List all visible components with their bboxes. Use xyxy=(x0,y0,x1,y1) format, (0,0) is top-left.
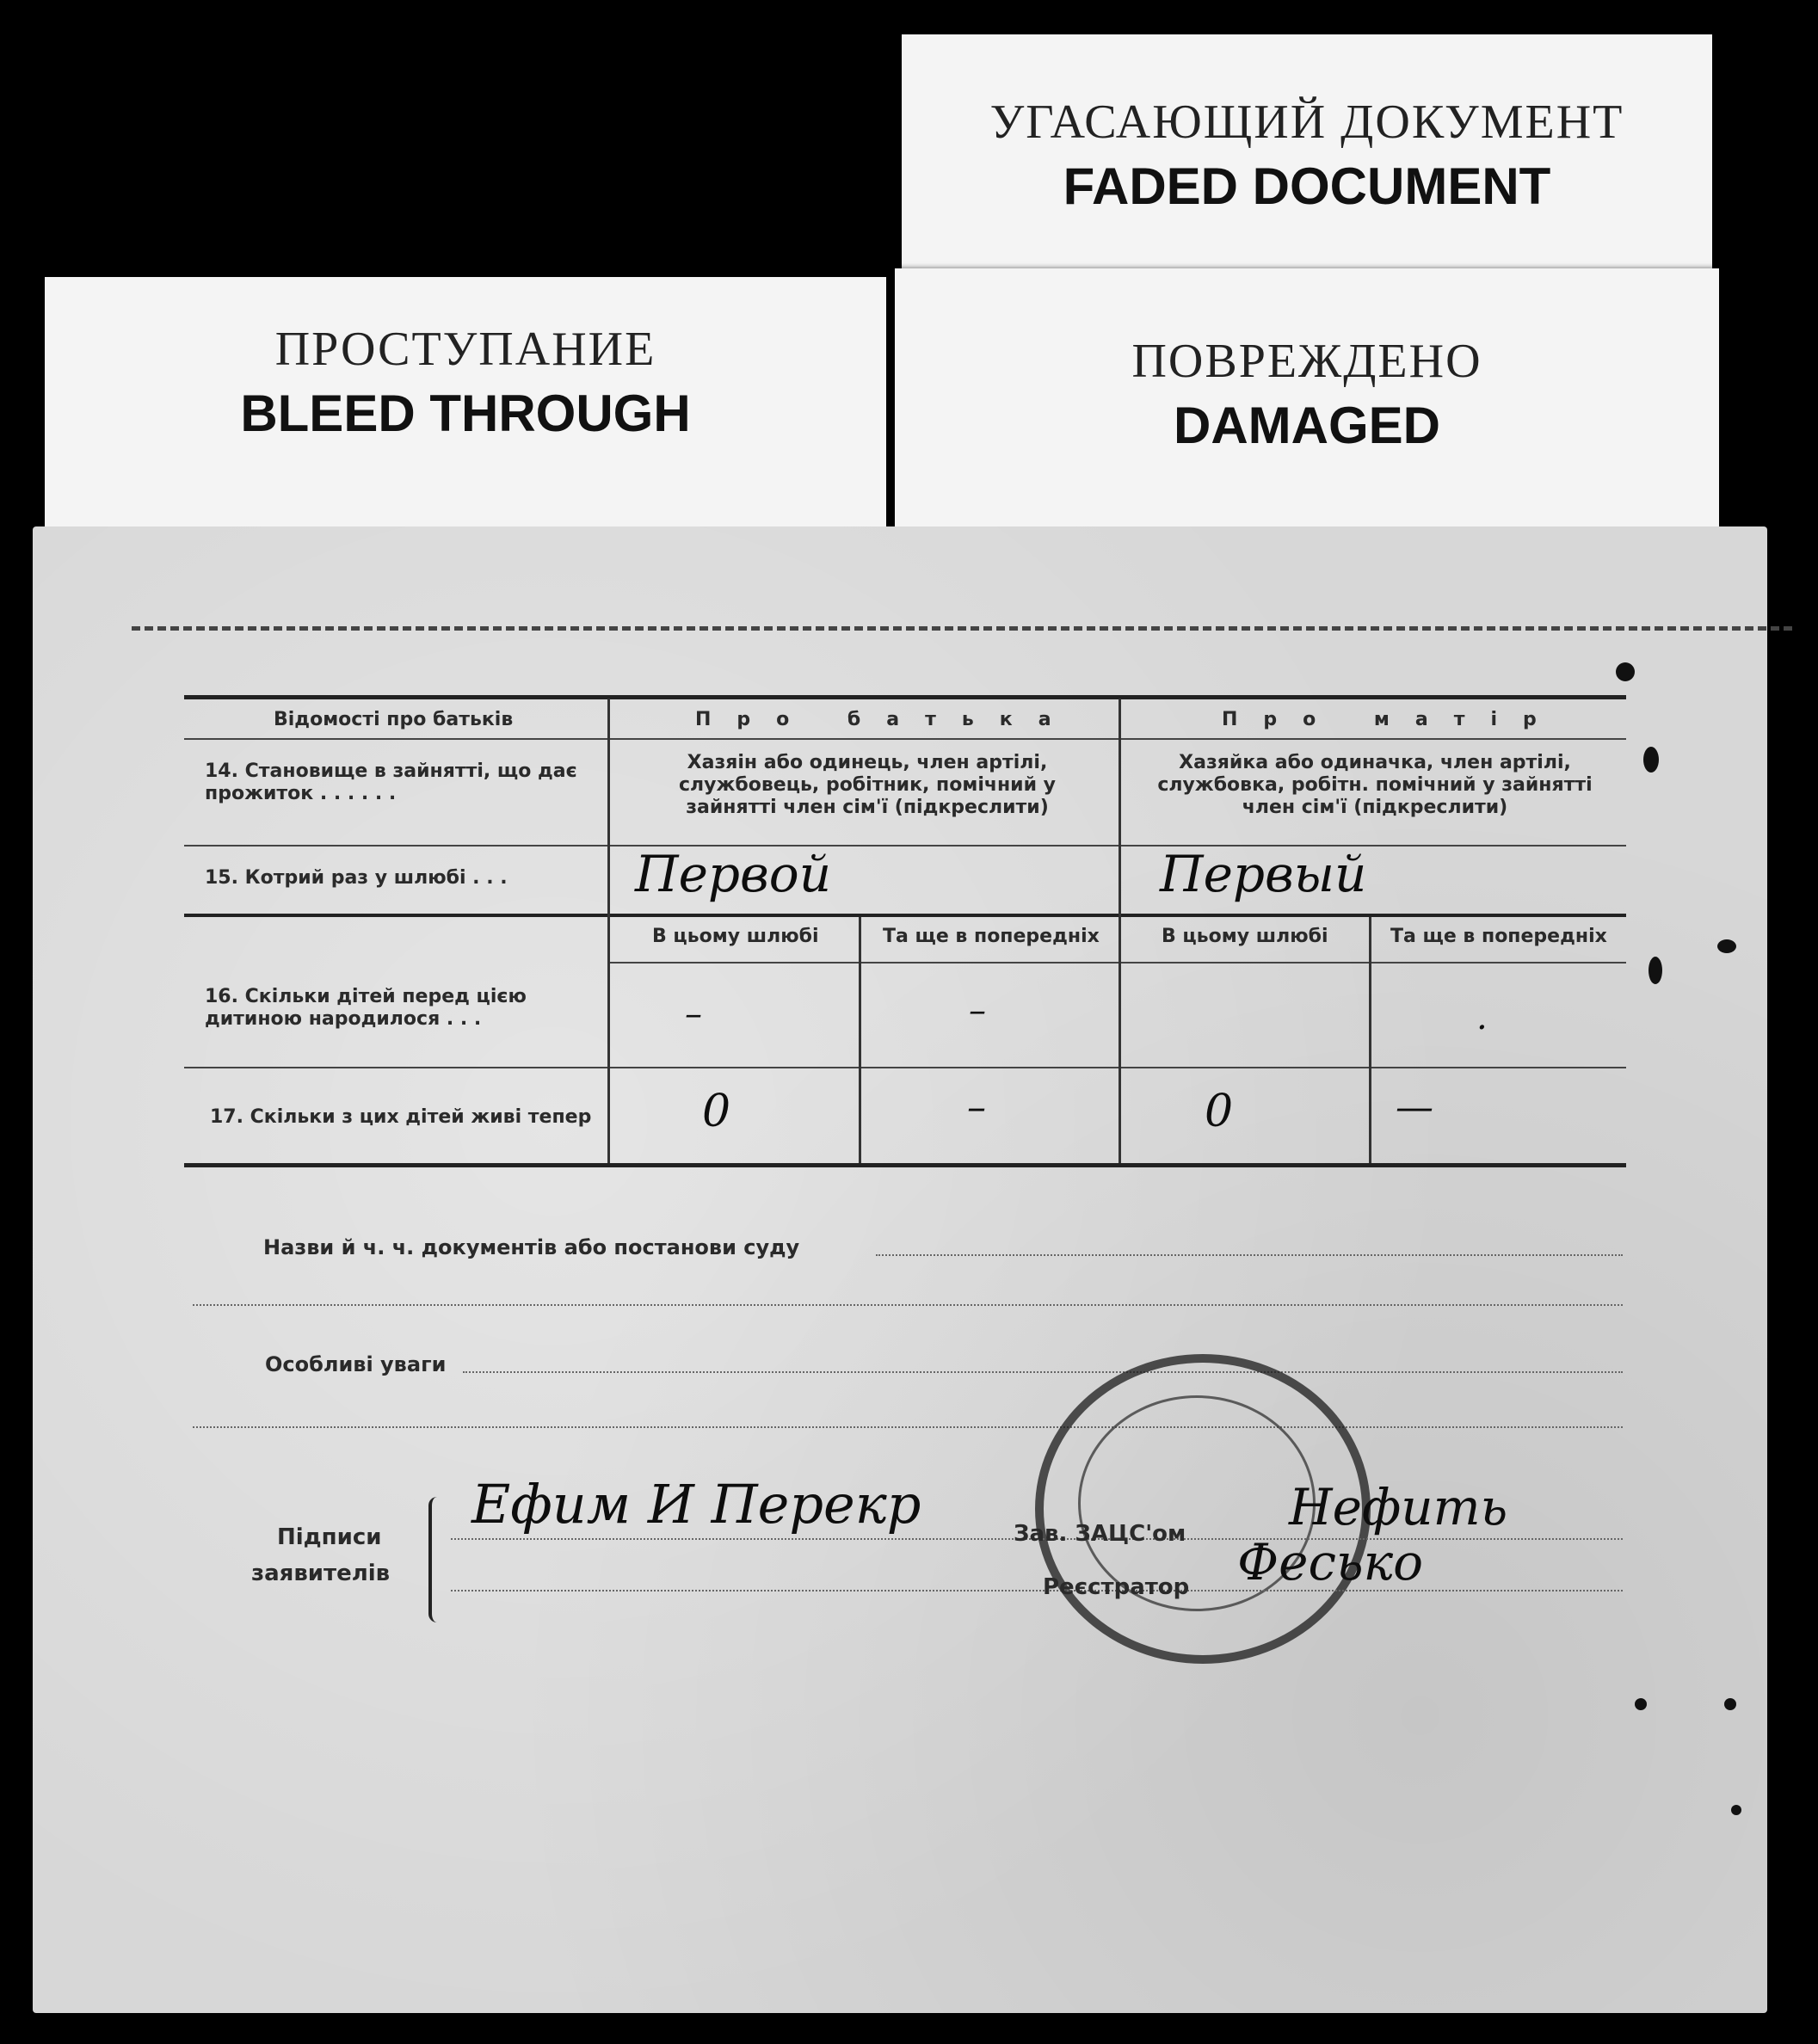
col-divider-f xyxy=(859,917,861,1163)
row14-mother: Хазяйка або одиначка, член артілі, службовка, робітн. помічний у зайнятті член сім'ї (підкреслити) xyxy=(1157,752,1593,818)
faded-document-tag xyxy=(902,34,1712,284)
perforation-line xyxy=(132,626,1792,631)
damage-spot xyxy=(1635,1698,1647,1710)
row15-father-handwriting: Первой xyxy=(635,845,832,903)
row14-label: 14. Становище в зайнятті, що дає прожиток . . . . . . xyxy=(205,760,577,804)
bleed-tag-ru: ПРОСТУПАНИЕ xyxy=(274,323,656,376)
signatures-label-2: заявителів xyxy=(251,1561,391,1586)
registrar-label: Реєстратор xyxy=(1043,1574,1190,1600)
notes-label: Особливі уваги xyxy=(265,1352,447,1376)
damage-spot xyxy=(1717,939,1736,953)
table-bottom-rule xyxy=(184,1163,1626,1167)
signature-line-2 xyxy=(451,1590,1623,1591)
bleed-tag-en: BLEED THROUGH xyxy=(240,385,691,442)
row14-father: Хазяін або одинець, член артілі, службовець, робітник, помічний у зайнятті член сім'ї (підкреслити) xyxy=(679,752,1056,818)
row17-f-this: 0 xyxy=(702,1086,731,1137)
documents-label: Назви й ч. ч. документів або постанови суду xyxy=(263,1235,800,1259)
applicant-signature: Ефим И Перекр xyxy=(471,1473,921,1536)
faded-tag-en: FADED DOCUMENT xyxy=(1063,157,1551,215)
col-divider-2 xyxy=(1119,699,1121,1163)
document-page xyxy=(33,526,1767,2013)
row16-f-this: – xyxy=(685,994,702,1034)
row16-f-prev: – xyxy=(969,991,986,1031)
row16-m-prev: . xyxy=(1476,998,1488,1037)
col-divider-1 xyxy=(607,699,610,1163)
signatures-label-1: Підписи xyxy=(277,1524,382,1550)
header-mother: Про матір xyxy=(1222,709,1562,730)
row17-m-this: 0 xyxy=(1205,1086,1234,1137)
documents-line-1 xyxy=(876,1254,1623,1256)
registrar-signature: Фесько xyxy=(1237,1533,1424,1591)
head-signature: Нефить xyxy=(1289,1478,1508,1536)
notes-line-2 xyxy=(193,1426,1623,1428)
row15-divider xyxy=(184,914,1626,917)
row15-mother-handwriting: Первый xyxy=(1160,845,1367,903)
subheader-divider xyxy=(609,962,1626,964)
row17-f-prev: – xyxy=(967,1086,986,1130)
head-label: Зав. ЗАЦС'ом xyxy=(1014,1521,1186,1547)
table-top-rule xyxy=(184,695,1626,699)
damaged-tag-ru: ПОВРЕЖДЕНО xyxy=(1131,335,1482,388)
header-divider xyxy=(184,738,1626,740)
damage-spot xyxy=(1649,957,1662,984)
subheader-m-prev: Та ще в попередніх xyxy=(1390,926,1607,947)
row16-label: 16. Скільки дітей перед цією дитиною народилося . . . xyxy=(205,986,527,1030)
subheader-m-this: В цьому шлюбі xyxy=(1162,926,1328,947)
row16-divider xyxy=(184,1067,1626,1068)
damage-spot xyxy=(1643,747,1659,773)
subheader-f-this: В цьому шлюбі xyxy=(652,926,819,947)
header-father: Про батька xyxy=(695,709,1077,730)
damaged-tag xyxy=(895,268,1719,537)
notes-line-1 xyxy=(463,1371,1623,1373)
row17-m-prev: — xyxy=(1396,1086,1433,1130)
bleed-through-tag xyxy=(45,277,886,552)
faded-tag-ru: УГАСАЮЩИЙ ДОКУМЕНТ xyxy=(989,95,1624,149)
row17-label: 17. Скільки з цих дітей живі тепер xyxy=(210,1106,592,1128)
col-divider-m xyxy=(1369,917,1371,1163)
header-col1: Відомості про батьків xyxy=(274,709,514,730)
row15-label: 15. Котрий раз у шлюбі . . . xyxy=(205,867,508,889)
damage-spot xyxy=(1616,662,1635,681)
damaged-tag-en: DAMAGED xyxy=(1174,397,1440,454)
damage-spot xyxy=(1724,1698,1736,1710)
signatures-brace xyxy=(428,1497,444,1622)
damage-spot xyxy=(1731,1805,1741,1815)
row14-divider xyxy=(184,845,1626,847)
documents-line-2 xyxy=(193,1304,1623,1306)
subheader-f-prev: Та ще в попередніх xyxy=(883,926,1100,947)
